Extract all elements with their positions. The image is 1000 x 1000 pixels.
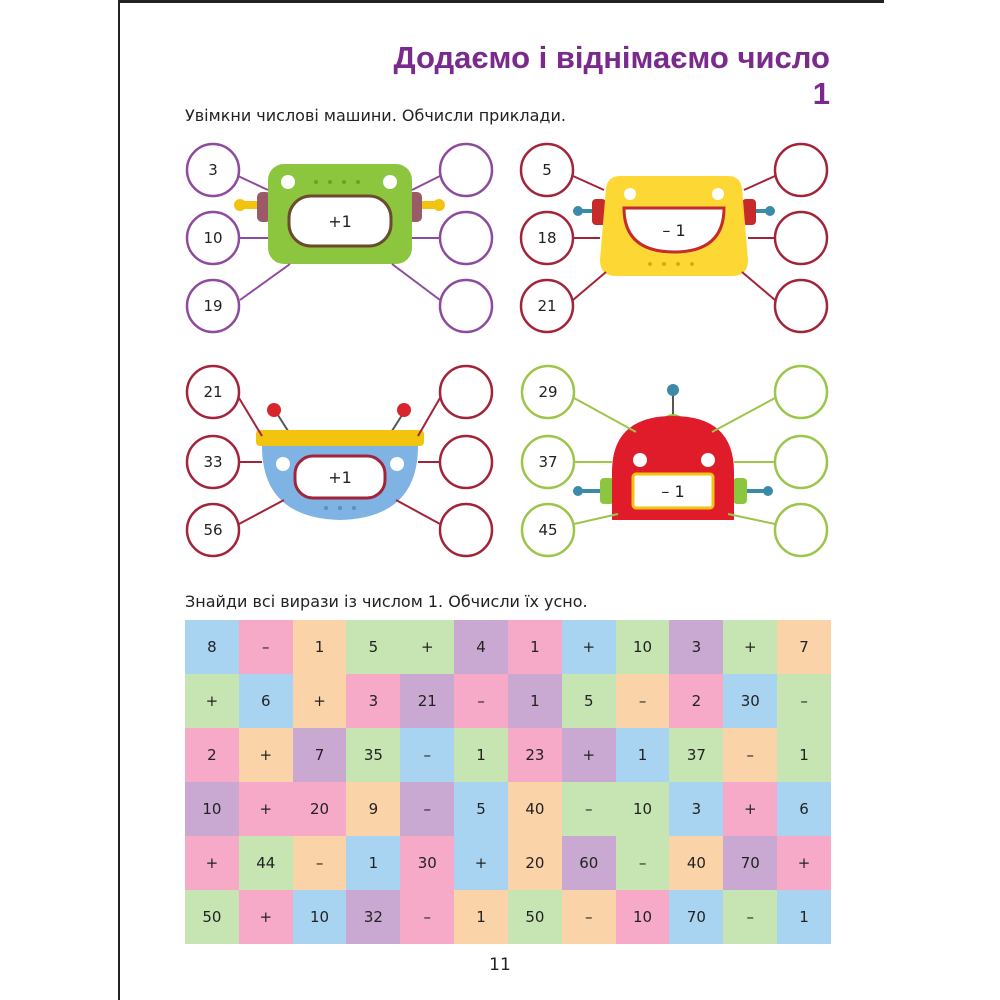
page-title: Додаємо і віднімаємо число 1: [393, 40, 830, 111]
grid-cell[interactable]: –: [562, 782, 616, 836]
grid-cell[interactable]: 30: [400, 836, 454, 890]
grid-cell[interactable]: +: [777, 836, 831, 890]
grid-cell[interactable]: 20: [293, 782, 347, 836]
answer-circle[interactable]: [775, 366, 827, 418]
machine-eye-left: [276, 457, 290, 471]
input-number: 29: [538, 383, 558, 401]
input-connector: [573, 272, 606, 300]
grid-cell[interactable]: 50: [508, 890, 562, 944]
grid-cell[interactable]: 5: [454, 782, 508, 836]
input-number: 45: [538, 521, 558, 539]
output-connector: [744, 176, 775, 190]
grid-cell[interactable]: 1: [777, 728, 831, 782]
machine-lid: [256, 430, 424, 446]
grid-cell[interactable]: 30: [723, 674, 777, 728]
grid-cell[interactable]: –: [454, 674, 508, 728]
grid-cell[interactable]: –: [293, 836, 347, 890]
grid-cell[interactable]: 1: [508, 674, 562, 728]
grid-cell[interactable]: –: [239, 620, 293, 674]
output-connector: [392, 264, 440, 300]
instruction-grid: Знайди всі вирази із числом 1. Обчисли їх усно.: [185, 592, 588, 611]
grid-cell[interactable]: –: [723, 890, 777, 944]
grid-cell[interactable]: +: [185, 836, 239, 890]
input-number: 33: [203, 453, 223, 471]
grid-cell[interactable]: 50: [185, 890, 239, 944]
grid-cell[interactable]: 37: [669, 728, 723, 782]
grid-cell[interactable]: 32: [346, 890, 400, 944]
answer-circle[interactable]: [440, 212, 492, 264]
grid-cell[interactable]: +: [454, 836, 508, 890]
answer-circle[interactable]: [775, 144, 827, 196]
answer-circle[interactable]: [440, 504, 492, 556]
machine-operation-label: – 1: [662, 221, 686, 240]
grid-cell[interactable]: +: [239, 782, 293, 836]
grid-cell[interactable]: 1: [293, 620, 347, 674]
input-number: 3: [208, 161, 218, 179]
output-connector: [418, 398, 440, 436]
machine-eye-left: [624, 188, 636, 200]
grid-cell[interactable]: 10: [293, 890, 347, 944]
grid-cell[interactable]: 5: [562, 674, 616, 728]
answer-circle[interactable]: [440, 144, 492, 196]
grid-cell[interactable]: +: [723, 620, 777, 674]
output-connector: [712, 398, 775, 432]
grid-cell[interactable]: 1: [454, 890, 508, 944]
grid-cell[interactable]: –: [616, 674, 670, 728]
output-connector: [412, 176, 440, 190]
grid-cell[interactable]: 7: [293, 728, 347, 782]
grid-cell[interactable]: –: [777, 674, 831, 728]
output-connector: [396, 500, 440, 524]
grid-cell[interactable]: 23: [508, 728, 562, 782]
grid-cell[interactable]: 1: [616, 728, 670, 782]
answer-circle[interactable]: [440, 436, 492, 488]
answer-circle[interactable]: [775, 504, 827, 556]
output-connector: [742, 272, 775, 300]
input-connector: [238, 176, 268, 190]
grid-cell[interactable]: 40: [669, 836, 723, 890]
input-number: 18: [537, 229, 557, 247]
machine-ear-right: [733, 478, 747, 504]
input-number: 5: [542, 161, 552, 179]
grid-cell[interactable]: 5: [346, 620, 400, 674]
grid-cell[interactable]: 21: [400, 674, 454, 728]
grid-cell[interactable]: 1: [777, 890, 831, 944]
grid-cell[interactable]: –: [400, 890, 454, 944]
machine-antenna-left: [267, 403, 281, 417]
grid-cell[interactable]: 7: [777, 620, 831, 674]
answer-circle[interactable]: [775, 436, 827, 488]
grid-cell[interactable]: –: [400, 782, 454, 836]
input-connector: [239, 398, 262, 436]
grid-cell[interactable]: +: [562, 620, 616, 674]
input-connector: [239, 500, 284, 524]
grid-cell[interactable]: 70: [723, 836, 777, 890]
machine-ear-left: [600, 478, 614, 504]
input-connector: [240, 264, 290, 300]
grid-cell[interactable]: 3: [669, 620, 723, 674]
grid-cell[interactable]: 20: [508, 836, 562, 890]
grid-cell[interactable]: +: [185, 674, 239, 728]
machine-antenna: [667, 384, 679, 396]
grid-cell[interactable]: 2: [669, 674, 723, 728]
input-connector: [573, 176, 604, 190]
grid-cell[interactable]: +: [239, 728, 293, 782]
machine-eye-right: [383, 175, 397, 189]
answer-circle[interactable]: [440, 280, 492, 332]
output-connector: [728, 514, 775, 524]
machine-eye-right: [390, 457, 404, 471]
input-number: 19: [203, 297, 223, 315]
page-number: 11: [489, 955, 511, 975]
machine-knob-right: [433, 199, 445, 211]
input-connector: [574, 514, 618, 524]
grid-cell[interactable]: 60: [562, 836, 616, 890]
grid-cell[interactable]: 1: [508, 620, 562, 674]
answer-circle[interactable]: [775, 212, 827, 264]
input-number: 10: [203, 229, 223, 247]
answer-circle[interactable]: [440, 366, 492, 418]
yellow-machine-io: [521, 144, 827, 332]
machine-eye-left: [281, 175, 295, 189]
grid-cell[interactable]: 6: [239, 674, 293, 728]
grid-cell[interactable]: 6: [777, 782, 831, 836]
grid-cell[interactable]: 8: [185, 620, 239, 674]
grid-cell[interactable]: 1: [454, 728, 508, 782]
input-number: 56: [203, 521, 223, 539]
input-number: 37: [538, 453, 558, 471]
machine-operation-label: +1: [328, 212, 352, 231]
grid-cell[interactable]: –: [723, 728, 777, 782]
grid-cell[interactable]: –: [562, 890, 616, 944]
machine-antenna-right: [397, 403, 411, 417]
grid-cell[interactable]: 4: [454, 620, 508, 674]
machine-eye-right: [712, 188, 724, 200]
grid-cell[interactable]: 10: [616, 620, 670, 674]
machine-operation-label: – 1: [661, 482, 685, 501]
grid-cell[interactable]: 2: [185, 728, 239, 782]
grid-cell[interactable]: +: [293, 674, 347, 728]
grid-cell[interactable]: –: [616, 836, 670, 890]
input-number: 21: [203, 383, 223, 401]
grid-cell[interactable]: 70: [669, 890, 723, 944]
grid-cell[interactable]: +: [562, 728, 616, 782]
grid-cell[interactable]: 10: [185, 782, 239, 836]
expression-grid: [185, 620, 831, 944]
input-number: 21: [537, 297, 557, 315]
machine-eye-right: [701, 453, 715, 467]
grid-cell[interactable]: 10: [616, 890, 670, 944]
grid-cell[interactable]: 35: [346, 728, 400, 782]
grid-cell[interactable]: 3: [669, 782, 723, 836]
grid-cell[interactable]: 9: [346, 782, 400, 836]
input-connector: [574, 398, 636, 432]
grid-cell[interactable]: 3: [346, 674, 400, 728]
grid-cell[interactable]: +: [239, 890, 293, 944]
grid-cell[interactable]: +: [723, 782, 777, 836]
instruction-machines: Увімкни числові машини. Обчисли приклади.: [185, 106, 566, 125]
machine-operation-label: +1: [328, 468, 352, 487]
machine-knob-left: [234, 199, 246, 211]
grid-cell[interactable]: 44: [239, 836, 293, 890]
grid-cell[interactable]: 10: [616, 782, 670, 836]
grid-cell[interactable]: 1: [346, 836, 400, 890]
machine-eye-left: [633, 453, 647, 467]
grid-cell[interactable]: 40: [508, 782, 562, 836]
grid-cell[interactable]: –: [400, 728, 454, 782]
grid-cell[interactable]: +: [400, 620, 454, 674]
answer-circle[interactable]: [775, 280, 827, 332]
